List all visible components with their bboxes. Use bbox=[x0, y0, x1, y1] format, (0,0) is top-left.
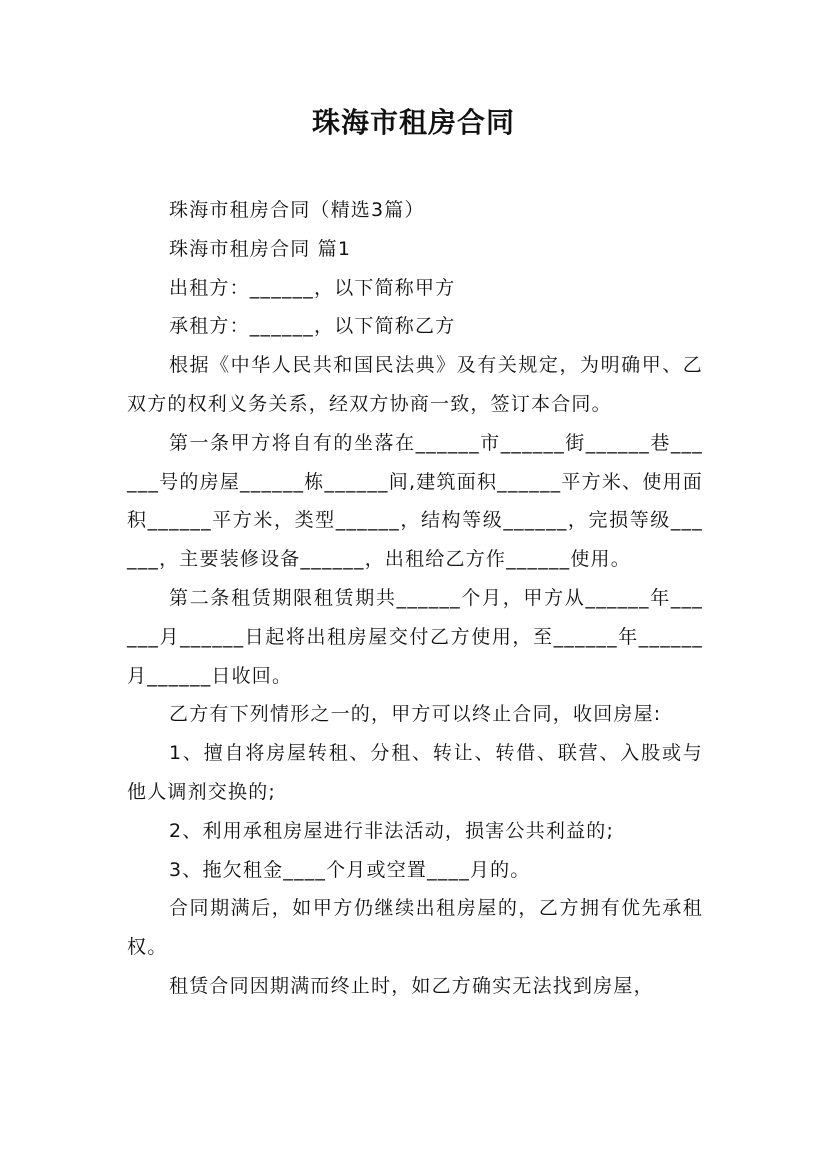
paragraph-lease-expiry: 租赁合同因期满而终止时，如乙方确实无法找到房屋， bbox=[169, 974, 654, 997]
paragraph-section-heading: 珠海市租房合同 篇1 bbox=[169, 237, 352, 260]
paragraph-preamble: 根据《中华人民共和国民法典》及有关规定，为明确甲、乙双方的权利义务关系，经双方协商一致，签订本合同。 bbox=[127, 354, 703, 415]
paragraph-lessor: 出租方：______，以下简称甲方 bbox=[169, 276, 456, 299]
document-body bbox=[127, 191, 703, 1006]
paragraph-article-2: 第二条租赁期限租赁期共______个月，甲方从______年______月______日起将出租房屋交付乙方使用，至______年______月______日收回。 bbox=[127, 586, 703, 687]
paragraph-article-1: 第一条甲方将自有的坐落在______市______街______巷______号的房屋______栋______间,建筑面积______平方米、使用面积______平方米，类型______，结构等级______，完损等级______，主要装修设备______，出租给乙方作______使用。 bbox=[127, 431, 703, 571]
paragraph-subtitle: 珠海市租房合同（精选3篇） bbox=[169, 199, 425, 221]
paragraph-renewal-priority: 合同期满后，如甲方仍继续出租房屋的，乙方拥有优先承租权。 bbox=[127, 897, 703, 959]
paragraph-termination-intro: 乙方有下列情形之一的，甲方可以终止合同，收回房屋: bbox=[169, 703, 662, 726]
paragraph-termination-item-2: 2、利用承租房屋进行非法活动，损害公共利益的; bbox=[169, 819, 615, 842]
document-title: 珠海市租房合同 bbox=[311, 106, 515, 139]
paragraph-termination-item-1: 1、擅自将房屋转租、分租、转让、转借、联营、入股或与他人调剂交换的; bbox=[127, 742, 703, 803]
paragraph-termination-item-3: 3、拖欠租金____个月或空置____月的。 bbox=[169, 858, 531, 881]
paragraph-lessee: 承租方：______，以下简称乙方 bbox=[169, 315, 456, 338]
